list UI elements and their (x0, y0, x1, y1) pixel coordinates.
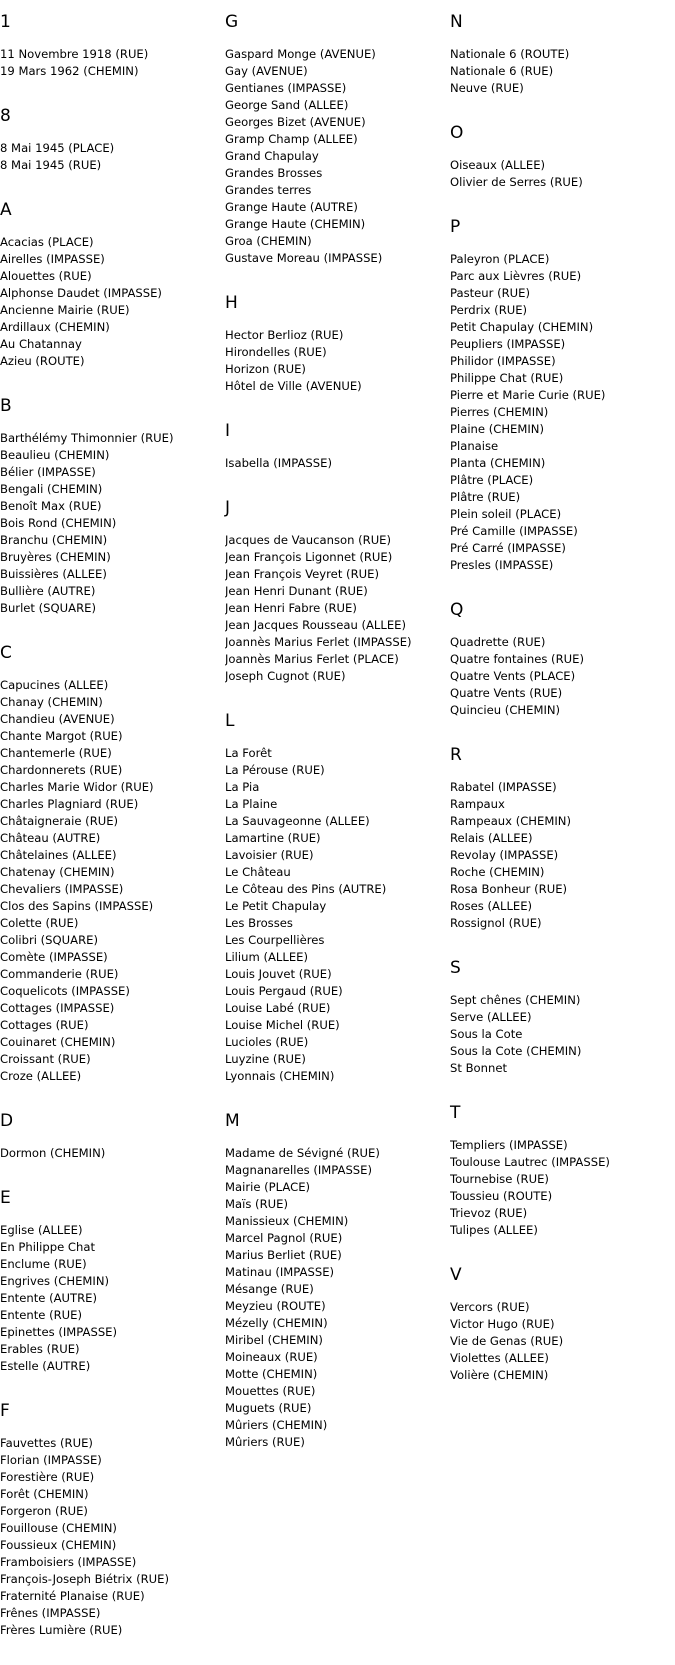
street-name-item: Entente (RUE) (0, 1308, 82, 1322)
street-name-item: Volière (CHEMIN) (450, 1368, 549, 1382)
street-name-item: Le Petit Chapulay (225, 899, 327, 913)
street-name-item: Perdrix (RUE) (450, 303, 528, 317)
street-name-item: Acacias (PLACE) (0, 235, 94, 249)
street-name-item: La Pérouse (RUE) (225, 763, 325, 777)
street-name-item: Chantemerle (RUE) (0, 746, 112, 760)
section-letter-heading: V (450, 1265, 462, 1285)
section-letter-heading: H (225, 293, 238, 313)
street-name-item: Charles Plagniard (RUE) (0, 797, 139, 811)
street-name-item: Magnanarelles (IMPASSE) (225, 1163, 373, 1177)
street-name-item: Motte (CHEMIN) (225, 1367, 318, 1381)
street-list (0, 46, 215, 80)
street-name-item: Beaulieu (CHEMIN) (0, 448, 110, 462)
letter-section (0, 1401, 215, 1639)
street-name-item: Chardonnerets (RUE) (0, 763, 123, 777)
street-name-item: Lamartine (RUE) (225, 831, 321, 845)
street-column-2 (225, 0, 440, 1477)
street-name-item: Châtaigneraie (RUE) (0, 814, 119, 828)
street-name-item: Roche (CHEMIN) (450, 865, 545, 879)
street-name-item: Airelles (IMPASSE) (0, 252, 105, 266)
section-letter-heading: R (450, 745, 462, 765)
street-name-item: Gay (AVENUE) (225, 64, 308, 78)
street-list (450, 1299, 670, 1384)
street-name-item: Tournebise (RUE) (450, 1172, 549, 1186)
street-name-item: Colibri (SQUARE) (0, 933, 98, 947)
section-letter-heading: N (450, 12, 463, 32)
section-letter-heading: I (225, 421, 231, 441)
letter-section (450, 600, 670, 719)
street-name-item: Pierres (CHEMIN) (450, 405, 549, 419)
street-name-item: 8 Mai 1945 (PLACE) (0, 141, 115, 155)
letter-section (225, 1111, 440, 1451)
street-list (0, 1222, 215, 1375)
street-name-item: Madame de Sévigné (RUE) (225, 1146, 380, 1160)
street-name-item: Plein soleil (PLACE) (450, 507, 562, 521)
street-name-item: Comète (IMPASSE) (0, 950, 108, 964)
letter-section (0, 12, 215, 80)
street-name-item: Dormon (CHEMIN) (0, 1146, 106, 1160)
street-name-item: Lavoisier (RUE) (225, 848, 314, 862)
street-name-item: Quatre Vents (RUE) (450, 686, 563, 700)
street-name-item: La Pia (225, 780, 260, 794)
street-name-item: Azieu (ROUTE) (0, 354, 85, 368)
street-name-item: Gaspard Monge (AVENUE) (225, 47, 376, 61)
section-letter-heading: P (450, 217, 461, 237)
street-name-item: Lucioles (RUE) (225, 1035, 309, 1049)
street-name-item: Planta (CHEMIN) (450, 456, 546, 470)
street-name-item: Roses (ALLEE) (450, 899, 533, 913)
letter-section (0, 1111, 215, 1162)
street-name-item: Philidor (IMPASSE) (450, 354, 556, 368)
street-name-item: Alouettes (RUE) (0, 269, 92, 283)
street-name-item: Cottages (IMPASSE) (0, 1001, 115, 1015)
street-list (0, 1435, 215, 1639)
street-name-item: Templiers (IMPASSE) (450, 1138, 568, 1152)
street-name-item: Jacques de Vaucanson (RUE) (225, 533, 392, 547)
street-name-item: Luyzine (RUE) (225, 1052, 306, 1066)
street-name-item: Croissant (RUE) (0, 1052, 91, 1066)
street-name-item: Framboisiers (IMPASSE) (0, 1555, 137, 1569)
section-letter-heading: E (0, 1188, 11, 1208)
street-name-item: Pré Camille (IMPASSE) (450, 524, 578, 538)
section-letter-heading: J (225, 498, 231, 518)
street-name-item: Toulouse Lautrec (IMPASSE) (450, 1155, 610, 1169)
street-list (450, 251, 670, 574)
street-name-item: Croze (ALLEE) (0, 1069, 82, 1083)
street-name-item: Les Courpellières (225, 933, 325, 947)
street-name-item: Mésange (RUE) (225, 1282, 314, 1296)
street-name-item: Gentianes (IMPASSE) (225, 81, 347, 95)
street-name-item: George Sand (ALLEE) (225, 98, 349, 112)
street-name-item: Mûriers (RUE) (225, 1435, 305, 1449)
street-name-item: 11 Novembre 1918 (RUE) (0, 47, 149, 61)
street-name-item: Trievoz (RUE) (450, 1206, 528, 1220)
street-name-item: Hôtel de Ville (AVENUE) (225, 379, 362, 393)
street-name-item: Joannès Marius Ferlet (PLACE) (225, 652, 399, 666)
street-name-item: Grange Haute (AUTRE) (225, 200, 358, 214)
street-name-item: Louise Labé (RUE) (225, 1001, 331, 1015)
street-name-item: Maïs (RUE) (225, 1197, 288, 1211)
street-name-item: Louis Pergaud (RUE) (225, 984, 343, 998)
street-name-item: Chatenay (CHEMIN) (0, 865, 115, 879)
street-name-item: 19 Mars 1962 (CHEMIN) (0, 64, 139, 78)
street-list (450, 634, 670, 719)
section-letter-heading: L (225, 711, 235, 731)
street-name-item: Mézelly (CHEMIN) (225, 1316, 328, 1330)
street-name-item: Rosa Bonheur (RUE) (450, 882, 568, 896)
section-letter-heading: 1 (0, 12, 11, 32)
street-name-item: Oiseaux (ALLEE) (450, 158, 546, 172)
section-letter-heading: C (0, 643, 12, 663)
street-list (225, 46, 440, 267)
street-name-item: Paleyron (PLACE) (450, 252, 550, 266)
street-name-item: Chanay (CHEMIN) (0, 695, 103, 709)
street-name-item: Jean François Veyret (RUE) (225, 567, 379, 581)
street-name-item: Fouillouse (CHEMIN) (0, 1521, 117, 1535)
street-name-item: Cottages (RUE) (0, 1018, 89, 1032)
street-name-item: Capucines (ALLEE) (0, 678, 109, 692)
letter-section (450, 745, 670, 932)
street-name-item: Lilium (ALLEE) (225, 950, 308, 964)
letter-section (450, 217, 670, 574)
street-name-item: Planaise (450, 439, 499, 453)
street-name-item: Peupliers (IMPASSE) (450, 337, 566, 351)
street-name-item: Frênes (IMPASSE) (0, 1606, 101, 1620)
street-name-item: Les Brosses (225, 916, 293, 930)
street-list (450, 1137, 670, 1239)
street-name-item: Jean Henri Fabre (RUE) (225, 601, 357, 615)
street-list (0, 430, 215, 617)
street-name-item: Jean Henri Dunant (RUE) (225, 584, 368, 598)
street-name-item: Coquelicots (IMPASSE) (0, 984, 130, 998)
street-name-item: Chante Margot (RUE) (0, 729, 123, 743)
street-name-item: Bullière (AUTRE) (0, 584, 96, 598)
section-letter-heading: S (450, 958, 461, 978)
street-name-item: Colette (RUE) (0, 916, 79, 930)
street-name-item: Marcel Pagnol (RUE) (225, 1231, 343, 1245)
street-name-item: St Bonnet (450, 1061, 508, 1075)
street-name-item: Grange Haute (CHEMIN) (225, 217, 366, 231)
section-letter-heading: Q (450, 600, 464, 620)
street-name-item: Commanderie (RUE) (0, 967, 119, 981)
letter-section (450, 958, 670, 1077)
letter-section (450, 1103, 670, 1239)
street-name-item: Hector Berlioz (RUE) (225, 328, 344, 342)
street-name-item: Vercors (RUE) (450, 1300, 530, 1314)
street-name-item: Muguets (RUE) (225, 1401, 312, 1415)
street-name-item: Burlet (SQUARE) (0, 601, 96, 615)
street-name-item: Pasteur (RUE) (450, 286, 531, 300)
letter-section (225, 421, 440, 472)
street-name-item: Mairie (PLACE) (225, 1180, 311, 1194)
street-name-item: Pré Carré (IMPASSE) (450, 541, 566, 555)
street-name-item: Buissières (ALLEE) (0, 567, 107, 581)
street-name-item: Grandes Brosses (225, 166, 323, 180)
street-list (225, 327, 440, 395)
street-list (450, 157, 670, 191)
street-name-item: Miribel (CHEMIN) (225, 1333, 323, 1347)
street-name-item: Enclume (RUE) (0, 1257, 87, 1271)
street-list (225, 745, 440, 1085)
street-name-item: En Philippe Chat (0, 1240, 95, 1254)
section-letter-heading: A (0, 200, 12, 220)
street-name-item: Bois Rond (CHEMIN) (0, 516, 117, 530)
street-name-item: Nationale 6 (ROUTE) (450, 47, 570, 61)
section-letter-heading: F (0, 1401, 10, 1421)
street-name-item: Groa (CHEMIN) (225, 234, 312, 248)
letter-section (0, 200, 215, 370)
street-name-item: Vie de Genas (RUE) (450, 1334, 564, 1348)
street-name-item: Toussieu (ROUTE) (450, 1189, 553, 1203)
street-list (0, 234, 215, 370)
street-name-item: Revolay (IMPASSE) (450, 848, 559, 862)
letter-section (225, 711, 440, 1085)
street-name-item: Sous la Cote (CHEMIN) (450, 1044, 582, 1058)
street-name-item: La Forêt (225, 746, 272, 760)
street-name-item: Entente (AUTRE) (0, 1291, 97, 1305)
section-letter-heading: T (450, 1103, 461, 1123)
street-name-item: Le Côteau des Pins (AUTRE) (225, 882, 387, 896)
street-name-item: Sous la Cote (450, 1027, 523, 1041)
letter-section (450, 1265, 670, 1384)
street-name-item: Chevaliers (IMPASSE) (0, 882, 124, 896)
street-name-item: Rampeaux (CHEMIN) (450, 814, 571, 828)
street-name-item: Barthélémy Thimonnier (RUE) (0, 431, 174, 445)
street-list (225, 532, 440, 685)
letter-section (0, 106, 215, 174)
street-name-item: Branchu (CHEMIN) (0, 533, 108, 547)
street-name-item: Relais (ALLEE) (450, 831, 533, 845)
street-name-item: Joannès Marius Ferlet (IMPASSE) (225, 635, 412, 649)
street-list (0, 140, 215, 174)
street-list (450, 46, 670, 97)
letter-section (225, 12, 440, 267)
street-column-1 (0, 0, 215, 1665)
street-name-item: Châtelaines (ALLEE) (0, 848, 117, 862)
street-name-item: Chandieu (AVENUE) (0, 712, 115, 726)
street-name-item: Forestière (RUE) (0, 1470, 95, 1484)
street-name-item: Estelle (AUTRE) (0, 1359, 91, 1373)
street-name-item: François-Joseph Biétrix (RUE) (0, 1572, 169, 1586)
street-name-item: Marius Berliet (RUE) (225, 1248, 342, 1262)
street-name-item: Quadrette (RUE) (450, 635, 546, 649)
street-name-item: Georges Bizet (AVENUE) (225, 115, 366, 129)
street-name-item: Hirondelles (RUE) (225, 345, 327, 359)
street-name-item: Engrives (CHEMIN) (0, 1274, 110, 1288)
street-name-item: Frères Lumière (RUE) (0, 1623, 123, 1637)
street-name-item: Rabatel (IMPASSE) (450, 780, 557, 794)
street-name-item: Au Chatannay (0, 337, 82, 351)
street-name-item: Forgeron (RUE) (0, 1504, 88, 1518)
letter-section (450, 123, 670, 191)
street-name-item: 8 Mai 1945 (RUE) (0, 158, 102, 172)
street-column-3 (450, 0, 670, 1410)
street-name-item: Fraternité Planaise (RUE) (0, 1589, 145, 1603)
street-name-item: Gustave Moreau (IMPASSE) (225, 251, 383, 265)
street-name-item: Lyonnais (CHEMIN) (225, 1069, 335, 1083)
street-name-item: Erables (RUE) (0, 1342, 80, 1356)
section-letter-heading: B (0, 396, 12, 416)
street-name-item: Victor Hugo (RUE) (450, 1317, 555, 1331)
street-list (225, 455, 440, 472)
street-name-item: Gramp Champ (ALLEE) (225, 132, 358, 146)
street-name-item: Mouettes (RUE) (225, 1384, 316, 1398)
street-name-item: Violettes (ALLEE) (450, 1351, 549, 1365)
street-name-item: Matinau (IMPASSE) (225, 1265, 335, 1279)
section-letter-heading: 8 (0, 106, 11, 126)
street-name-item: Pierre et Marie Curie (RUE) (450, 388, 606, 402)
street-name-item: Moineaux (RUE) (225, 1350, 318, 1364)
street-name-item: Isabella (IMPASSE) (225, 456, 332, 470)
street-name-item: Joseph Cugnot (RUE) (225, 669, 346, 683)
street-name-item: Serve (ALLEE) (450, 1010, 532, 1024)
street-name-item: Clos des Sapins (IMPASSE) (0, 899, 154, 913)
street-name-item: Quatre fontaines (RUE) (450, 652, 584, 666)
street-name-item: Petit Chapulay (CHEMIN) (450, 320, 594, 334)
street-name-item: Le Château (225, 865, 291, 879)
street-name-item: Sept chênes (CHEMIN) (450, 993, 581, 1007)
street-name-item: Manissieux (CHEMIN) (225, 1214, 349, 1228)
street-name-item: Philippe Chat (RUE) (450, 371, 564, 385)
street-name-item: Jean Jacques Rousseau (ALLEE) (225, 618, 407, 632)
street-list (450, 779, 670, 932)
street-name-item: Grand Chapulay (225, 149, 319, 163)
letter-section (450, 12, 670, 97)
street-name-item: Forêt (CHEMIN) (0, 1487, 89, 1501)
street-name-item: Florian (IMPASSE) (0, 1453, 102, 1467)
street-name-item: Louise Michel (RUE) (225, 1018, 340, 1032)
street-name-item: Château (AUTRE) (0, 831, 101, 845)
street-list (0, 677, 215, 1085)
letter-section (225, 498, 440, 685)
street-name-item: Bruyères (CHEMIN) (0, 550, 111, 564)
street-name-item: Rossignol (RUE) (450, 916, 542, 930)
street-name-item: Eglise (ALLEE) (0, 1223, 83, 1237)
street-name-item: Charles Marie Widor (RUE) (0, 780, 154, 794)
street-name-item: Ancienne Mairie (RUE) (0, 303, 130, 317)
street-name-item: Bélier (IMPASSE) (0, 465, 96, 479)
section-letter-heading: G (225, 12, 239, 32)
street-name-item: Foussieux (CHEMIN) (0, 1538, 117, 1552)
street-name-item: Neuve (RUE) (450, 81, 524, 95)
street-name-item: Quincieu (CHEMIN) (450, 703, 561, 717)
street-name-item: Bengali (CHEMIN) (0, 482, 103, 496)
street-name-item: La Plaine (225, 797, 278, 811)
street-name-item: Mûriers (CHEMIN) (225, 1418, 328, 1432)
letter-section (0, 643, 215, 1085)
street-name-item: Ardillaux (CHEMIN) (0, 320, 110, 334)
street-name-item: Epinettes (IMPASSE) (0, 1325, 118, 1339)
section-letter-heading: M (225, 1111, 240, 1131)
street-name-item: Parc aux Lièvres (RUE) (450, 269, 582, 283)
letter-section (0, 1188, 215, 1375)
street-name-item: Plâtre (RUE) (450, 490, 521, 504)
street-name-item: Meyzieu (ROUTE) (225, 1299, 326, 1313)
section-letter-heading: O (450, 123, 464, 143)
street-name-item: Louis Jouvet (RUE) (225, 967, 332, 981)
street-name-item: Olivier de Serres (RUE) (450, 175, 583, 189)
street-name-item: Tulipes (ALLEE) (450, 1223, 538, 1237)
street-name-item: Fauvettes (RUE) (0, 1436, 93, 1450)
street-name-item: Benoît Max (RUE) (0, 499, 102, 513)
letter-section (0, 396, 215, 617)
letter-section (225, 293, 440, 395)
street-name-item: Plaine (CHEMIN) (450, 422, 544, 436)
street-name-item: Presles (IMPASSE) (450, 558, 554, 572)
section-letter-heading: D (0, 1111, 14, 1131)
street-name-item: Plâtre (PLACE) (450, 473, 534, 487)
street-name-item: Nationale 6 (RUE) (450, 64, 554, 78)
street-name-item: Grandes terres (225, 183, 312, 197)
street-name-item: Jean François Ligonnet (RUE) (225, 550, 393, 564)
street-list (0, 1145, 215, 1162)
street-name-item: Horizon (RUE) (225, 362, 306, 376)
street-name-item: La Sauvageonne (ALLEE) (225, 814, 370, 828)
street-name-item: Alphonse Daudet (IMPASSE) (0, 286, 162, 300)
street-list (225, 1145, 440, 1451)
street-name-item: Quatre Vents (PLACE) (450, 669, 576, 683)
street-name-item: Rampaux (450, 797, 505, 811)
street-name-item: Couinaret (CHEMIN) (0, 1035, 116, 1049)
street-list (450, 992, 670, 1077)
